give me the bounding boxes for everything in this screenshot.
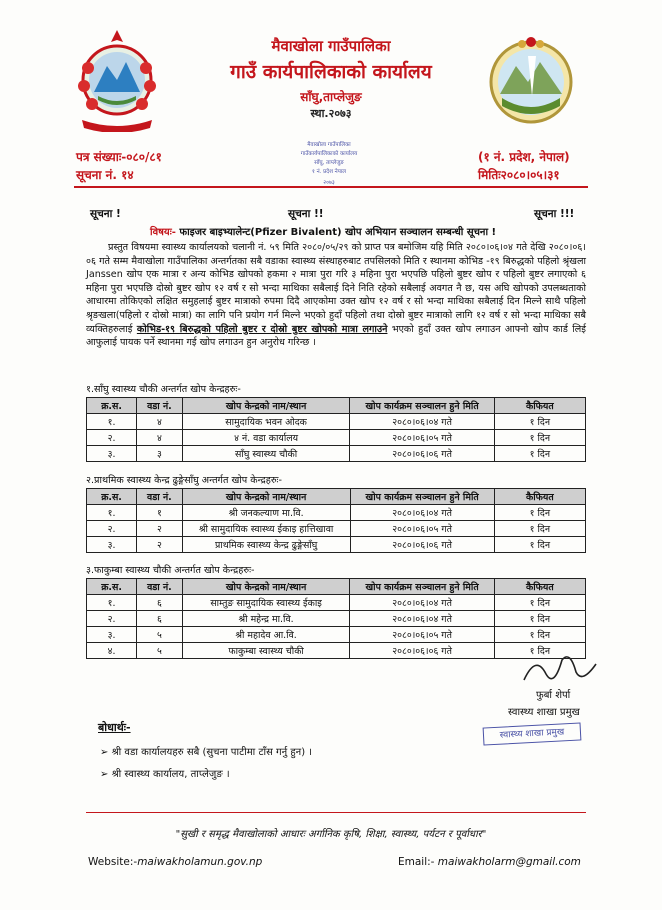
body-emphasis: कोभिड-१९ बिरुद्धको पहिलो बुष्टर र दोस्रो बुष्टर खोपको मात्रा लगाउने	[136, 323, 388, 335]
office-name: गाउँ कार्यपालिकाको कार्यालय	[230, 61, 432, 83]
cell: २.	[87, 430, 137, 446]
stamp-line-2: गाउँकार्यपालिकाको कार्यालय	[300, 151, 358, 157]
table-row	[87, 643, 586, 659]
cell: ३.	[87, 627, 137, 643]
table-row	[87, 521, 586, 537]
stamp-line-3: साँघु, ताप्लेजुङ	[314, 160, 344, 166]
cell: २	[137, 521, 183, 537]
vaccination-table-3	[86, 578, 586, 659]
footer-email	[398, 856, 581, 868]
subject-text: फाइजर बाइभ्यालेन्ट(Pfizer Bivalent) खोप अभियान सञ्चालन सम्बन्धी सूचना !	[175, 227, 497, 238]
cell: ४	[137, 414, 183, 430]
cell: १ दिन	[494, 643, 585, 659]
website-label: Website:-	[88, 856, 138, 868]
cell: १ दिन	[494, 414, 585, 430]
cell: १.	[87, 595, 137, 611]
province-label: (१ नं. प्रदेश, नेपाल)	[478, 150, 570, 164]
stamp-line-1: मैवाखोला गाउँपालिका	[307, 142, 351, 148]
table-row	[87, 627, 586, 643]
table-row	[87, 611, 586, 627]
cell: साँघु स्वास्थ्य चौकी	[182, 446, 350, 462]
cell: ४ नं. वडा कार्यालय	[182, 430, 350, 446]
notice-left: सूचना !	[90, 208, 121, 220]
cell: श्री सामुदायिक स्वास्थ्य ईकाइ हात्तिखावा	[182, 521, 350, 537]
notice-center: सूचना !!	[288, 208, 324, 220]
cell: २	[137, 537, 183, 553]
cell: सामुदायिक भवन ओदक	[182, 414, 350, 430]
established-year: स्था.२०७३	[310, 107, 352, 120]
cell: १ दिन	[494, 505, 585, 521]
notice-right: सूचना !!!	[534, 208, 575, 220]
cell: १.	[87, 505, 137, 521]
cell: २०८०।०६।०६ गते	[350, 446, 494, 462]
col-ward: वडा नं.	[137, 579, 183, 595]
arrow-bullet-icon: ➢	[100, 769, 109, 780]
cell: १ दिन	[494, 430, 585, 446]
col-sn: क्र.स.	[87, 398, 137, 414]
cell: १ दिन	[494, 446, 585, 462]
cell: ६	[137, 595, 183, 611]
letter-date: मितिः२०८०।०५।३१	[478, 168, 560, 182]
arrow-bullet-icon: ➢	[100, 747, 109, 758]
section-title-1: १.साँघु स्वास्थ्य चौकी अन्तर्गत खोप केन्द्रहरुः-	[86, 384, 241, 395]
vaccination-table-2	[86, 488, 586, 553]
col-date: खोप कार्यक्रम सञ्चालन हुने मिति	[350, 398, 494, 414]
col-ward: वडा नं.	[137, 489, 183, 505]
cell: ४	[137, 430, 183, 446]
stamp-line-5: २०७३	[323, 180, 335, 186]
col-remarks: कैफियत	[494, 489, 585, 505]
cell: २०८०।०६।०६ गते	[350, 537, 494, 553]
cell: श्री महादेव आ.वि.	[182, 627, 350, 643]
table-row	[87, 505, 586, 521]
cell: प्राथमिक स्वास्थ्य केन्द्र ढुङ्गेसाँघु	[182, 537, 350, 553]
letter-number: पत्र संख्याः-०८०/८१	[76, 150, 162, 164]
list-item	[100, 744, 312, 758]
table-header-row	[87, 398, 586, 414]
cell: १ दिन	[494, 537, 585, 553]
cell: ५	[137, 627, 183, 643]
section-title-2: २.प्राथमिक स्वास्थ्य केन्द्र ढुङ्गेसाँघु अन्तर्गत खोप केन्द्रहरुः-	[86, 475, 282, 486]
cell: ३	[137, 446, 183, 462]
signatory-title: स्वास्थ्य शाखा प्रमुख	[508, 707, 580, 718]
cell: २०८०।०६।०५ गते	[350, 430, 494, 446]
table-row	[87, 430, 586, 446]
cell: १ दिन	[494, 521, 585, 537]
col-center: खोप केन्द्रको नाम/स्थान	[182, 489, 350, 505]
cell: २०८०।०६।०५ गते	[350, 627, 494, 643]
cell: १ दिन	[494, 611, 585, 627]
cell: ३.	[87, 446, 137, 462]
body-part-2: भएको हुदाँ उक्त खोप लगाउन आफ्नो खोप कार्ड लिई आफुलाई पायक पर्ने स्थानमा गई खोप लगाउन हुन अनुरोध गरिन्छ ।	[86, 323, 586, 349]
col-date: खोप कार्यक्रम सञ्चालन हुने मिति	[350, 579, 494, 595]
stamp-line-4: १ नं. प्रदेश नेपाल	[311, 169, 347, 175]
email-label: Email:-	[398, 856, 438, 868]
col-sn: क्र.स.	[87, 579, 137, 595]
bodhartha-label: बोधार्थः-	[98, 721, 131, 734]
section-title-3: ३.फाकुम्बा स्वास्थ्य चौकी अन्तर्गत खोप केन्द्रहरुः-	[86, 565, 255, 576]
cell: १ दिन	[494, 627, 585, 643]
table-row	[87, 537, 586, 553]
subject-line	[150, 224, 496, 238]
signature-stamp: स्वास्थ्य शाखा प्रमुख	[483, 722, 582, 745]
table-header-row	[87, 579, 586, 595]
vaccination-table-1	[86, 397, 586, 462]
footer-divider	[86, 812, 586, 813]
cell: २०८०।०६।०५ गते	[350, 521, 494, 537]
cell: ६	[137, 611, 183, 627]
cell: १	[137, 505, 183, 521]
office-stamp	[286, 138, 372, 192]
cell: १.	[87, 414, 137, 430]
dispatch-number: सूचना नं. १४	[76, 168, 134, 182]
body-part-1: प्रस्तुत विषयमा स्वास्थ्य कार्यालयको चलानी नं. ५९ मिति २०८०/०५/२९ को प्राप्त पत्र बमोजिम यहि मिति २०८०।०६।०४ गते देखि २०८०।०६।०६ गते सम्म मैवाखोला गाउँपालिका अन्तर्गतका सबै वडाका स्वास्थ्य संस्थाहरुबाट तपसिलको मिति र स्थानमा कोभिड -१९ बिरुद्धको पहिलो श्रृंखला Janssen खोप एक मात्रा र अन्य कोभिड खोपको हकमा २ मात्रा पुरा गरि ३ महिना पुरा भएपछि पहिलो बुष्टर खोप र पहिलो बुष्टर लगाएको ६ महिना पुरा भएपछि दोस्रो बुष्टर खोप १२ वर्ष र सो भन्दा माथिका सबैलाई दिने निति रहेको सबैलाई अवगत नै छ, यस अघि खोपको उपलब्धताको आधारमा तोकिएको लक्षित समुहलाई बुष्टर मात्राको रुपमा दिदै आएकोमा उक्त खोप १२ वर्ष र सो भन्दा माथिका सबैलाई दिन मिल्ने साथै पहिलो श्रृङखला(पहिलो र दोस्रो मात्रा) का लागि पनि प्रयोग गर्न मिल्ने भएको हुदाँ पहिलो तथा दोस्रो बुष्टर मात्राको लागि १२ वर्ष र सो भन्दा माथिका सबै व्यक्तिहरुलाई	[86, 242, 586, 335]
cell: ५	[137, 643, 183, 659]
cell: ३.	[87, 537, 137, 553]
cell: २.	[87, 521, 137, 537]
cell: १ दिन	[494, 595, 585, 611]
header-divider	[74, 186, 588, 188]
table-row	[87, 446, 586, 462]
col-remarks: कैफियत	[494, 579, 585, 595]
col-center: खोप केन्द्रको नाम/स्थान	[182, 398, 350, 414]
table-row	[87, 414, 586, 430]
cell: श्री जनकल्याण मा.वि.	[182, 505, 350, 521]
body-paragraph	[86, 241, 586, 350]
col-ward: वडा नं.	[137, 398, 183, 414]
website-link[interactable]: maiwakholamun.gov.np	[137, 856, 263, 868]
cell: श्री महेन्द्र मा.वि.	[182, 611, 350, 627]
signature-scribble	[520, 650, 600, 690]
col-remarks: कैफियत	[494, 398, 585, 414]
cell: ४.	[87, 643, 137, 659]
signatory-name: फुर्बा शेर्पा	[536, 690, 571, 701]
col-sn: क्र.स.	[87, 489, 137, 505]
list-item-text: श्री वडा कार्यालयहरु सबै (सुचना पाटीमा टाँस गर्नु हुन) ।	[111, 747, 313, 758]
footer-slogan: "सुखी र समृद्ध मैवाखोलाको आधारः अर्गानिक कृषि, शिक्षा, स्वास्थ्य, पर्यटन र पूर्वाधार"	[175, 829, 487, 840]
municipality-name: मैवाखोला गाउँपालिका	[271, 37, 391, 55]
subject-label: विषयः-	[150, 227, 176, 238]
cell: २.	[87, 611, 137, 627]
list-item-text: श्री स्वास्थ्य कार्यालय, ताप्लेजुङ ।	[111, 769, 230, 780]
office-place: साँघु,ताप्लेजुङ	[300, 90, 362, 104]
col-date: खोप कार्यक्रम सञ्चालन हुने मिति	[350, 489, 494, 505]
cell: २०८०।०६।०४ गते	[350, 414, 494, 430]
table-header-row	[87, 489, 586, 505]
cell: साम्तुङ सामुदायिक स्वास्थ्य ईकाइ	[182, 595, 350, 611]
cell: २०८०।०६।०४ गते	[350, 505, 494, 521]
table-row	[87, 595, 586, 611]
cell: फाकुम्बा स्वास्थ्य चौकी	[182, 643, 350, 659]
cell: २०८०।०६।०६ गते	[350, 643, 494, 659]
footer-website	[88, 856, 262, 868]
list-item	[100, 766, 230, 780]
cell: २०८०।०६।०४ गते	[350, 611, 494, 627]
col-center: खोप केन्द्रको नाम/स्थान	[182, 579, 350, 595]
cell: २०८०।०६।०४ गते	[350, 595, 494, 611]
email-link[interactable]: maiwakholarm@gmail.com	[437, 856, 581, 868]
